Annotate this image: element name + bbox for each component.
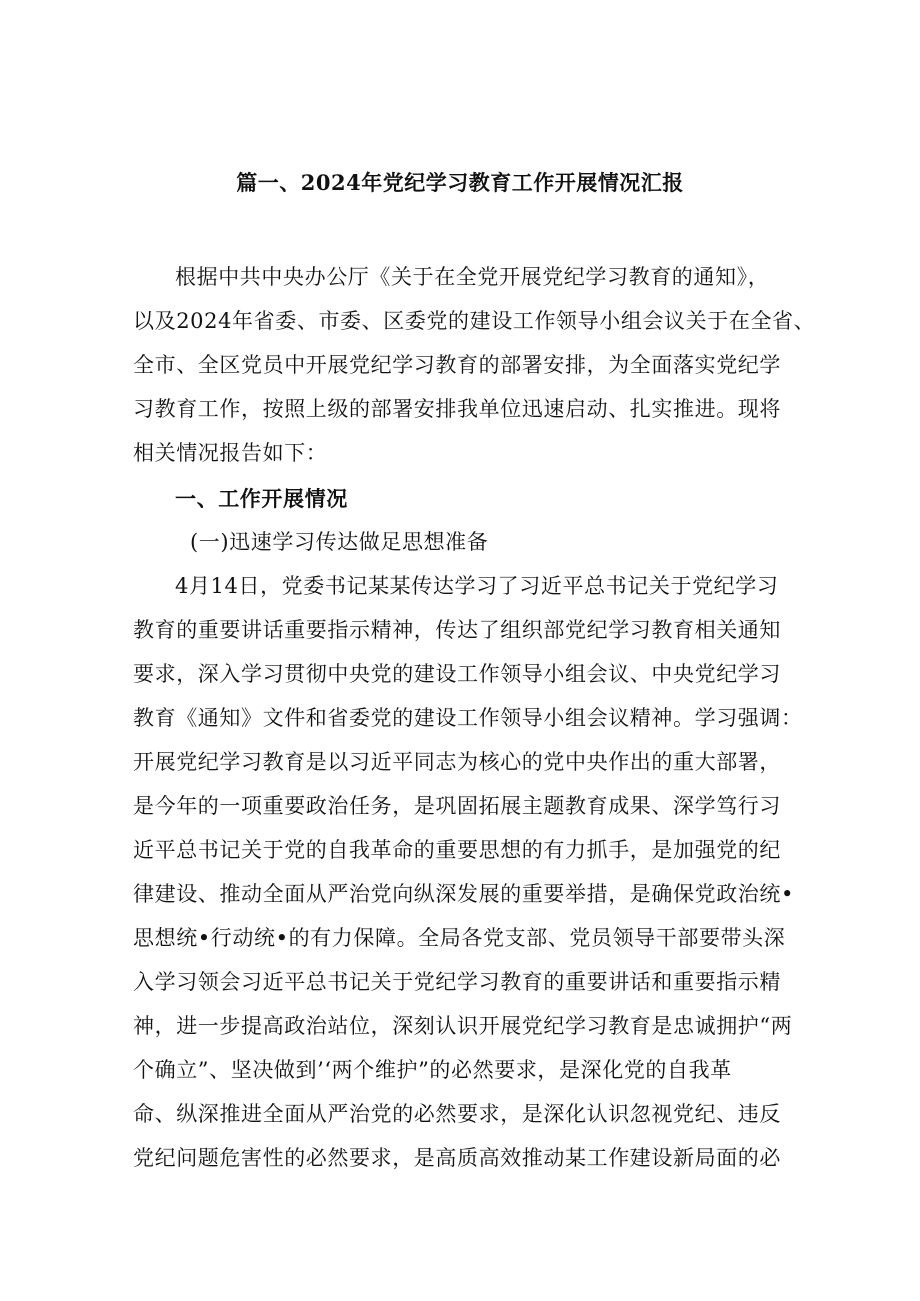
intro-line: 根据中共中央办公厅《关于在全党开展党纪学习教育的通知》，	[175, 265, 770, 289]
intro-line: 相关情况报告如下：	[133, 441, 328, 465]
section-heading: 一、工作开展情况	[175, 486, 348, 511]
body-line: 教育《通知》文件和省委党的建设工作领导小组会议精神。学习强调：	[133, 706, 803, 730]
intro-line: 习教育工作，按照上级的部署安排我单位迅速启动、扎实推进。现将	[133, 397, 781, 421]
subsection-heading: (一)迅速学习传达做足思想准备	[190, 530, 489, 554]
body-line: 律建设、推动全面从严治党向纵深发展的重要举措，是确保党政治统•	[133, 882, 794, 906]
body-line: 思想统•行动统•的有力保障。全局各党支部、党员领导干部要带头深	[133, 926, 786, 950]
body-line: 4月14日，党委书记某某传达学习了习近平总书记关于党纪学习	[175, 574, 779, 598]
body-line: 要求，深入学习贯彻中央党的建设工作领导小组会议、中央党纪学习	[133, 662, 781, 686]
body-line: 是今年的一项重要政治任务，是巩固拓展主题教育成果、深学笃行习	[133, 794, 781, 818]
body-line: 近平总书记关于党的自我革命的重要思想的有力抓手，是加强党的纪	[133, 838, 781, 862]
intro-line: 以及2024年省委、市委、区委党的建设工作领导小组会议关于在全省、	[133, 309, 816, 333]
document-title: 篇一、2024年党纪学习教育工作开展情况汇报	[236, 170, 684, 195]
body-line: 党纪问题危害性的必然要求，是高质高效推动某工作建设新局面的必	[133, 1146, 781, 1170]
body-line: 神，进一步提高政治站位，深刻认识开展党纪学习教育是忠诚拥护“两	[133, 1014, 793, 1038]
intro-line: 全市、全区党员中开展党纪学习教育的部署安排，为全面落实党纪学	[133, 353, 781, 377]
body-line: 开展党纪学习教育是以习近平同志为核心的党中央作出的重大部署，	[133, 750, 781, 774]
body-line: 教育的重要讲话重要指示精神，传达了组织部党纪学习教育相关通知	[133, 618, 781, 642]
body-line: 入学习领会习近平总书记关于党纪学习教育的重要讲话和重要指示精	[133, 970, 781, 994]
body-line: 命、纵深推进全面从严治党的必然要求，是深化认识忽视党纪、违反	[133, 1102, 781, 1126]
body-line: 个确立”、坚决做到’‘两个维护”的必然要求，是深化党的自我革	[133, 1058, 732, 1082]
